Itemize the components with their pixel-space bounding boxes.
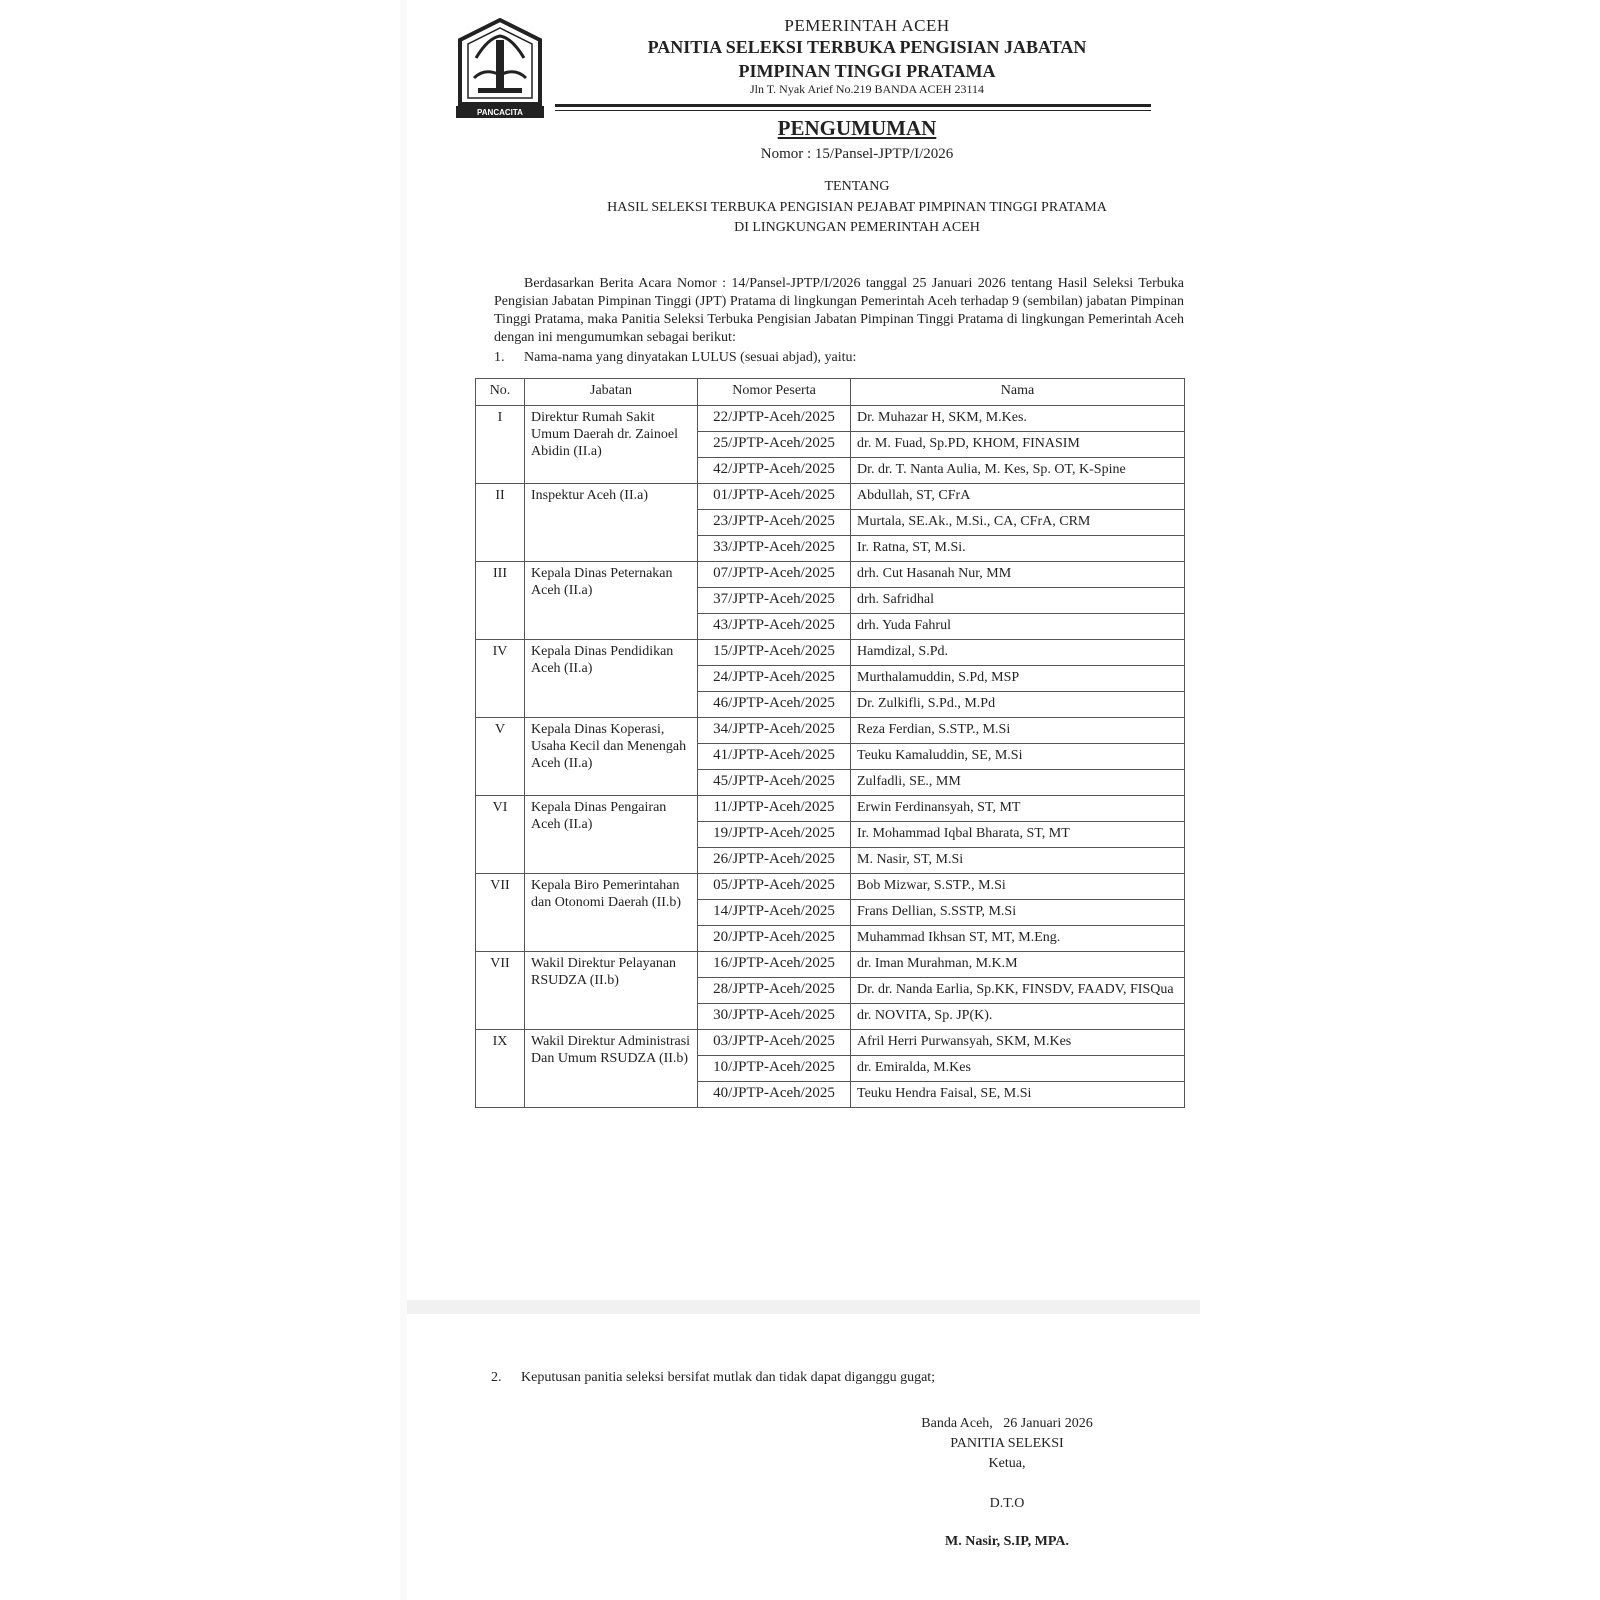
table-row: [476, 1030, 1185, 1056]
participant-number: 22/JPTP-Aceh/2025: [698, 406, 851, 432]
header-participant-number: Nomor Peserta: [698, 379, 851, 406]
signature-role: Ketua,: [988, 1456, 1026, 1471]
announcement-number: Nomor : 15/Pansel-JPTP/I/2026: [760, 146, 954, 162]
participant-name: Zulfadli, SE., MM: [851, 770, 1185, 796]
participant-name: Abdullah, ST, CFrA: [851, 484, 1185, 510]
list-item-1: [494, 350, 856, 366]
participant-number: 34/JPTP-Aceh/2025: [698, 718, 851, 744]
participant-name: Murtala, SE.Ak., M.Si., CA, CFrA, CRM: [851, 510, 1185, 536]
announcement-subject-line2: DI LINGKUNGAN PEMERINTAH ACEH: [734, 220, 980, 235]
participant-number: 10/JPTP-Aceh/2025: [698, 1056, 851, 1082]
participant-name: Ir. Mohammad Iqbal Bharata, ST, MT: [851, 822, 1185, 848]
participant-number: 01/JPTP-Aceh/2025: [698, 484, 851, 510]
participant-number: 43/JPTP-Aceh/2025: [698, 614, 851, 640]
participant-name: Hamdizal, S.Pd.: [851, 640, 1185, 666]
header-rule-thin: [555, 110, 1151, 111]
list-item-2-number: 2.: [491, 1370, 502, 1385]
participant-number: 07/JPTP-Aceh/2025: [698, 562, 851, 588]
logo-caption: PANCACITA: [477, 108, 523, 117]
participant-name: dr. NOVITA, Sp. JP(K).: [851, 1004, 1185, 1030]
signatory-name: M. Nasir, S.IP, MPA.: [945, 1534, 1069, 1549]
participant-name: Frans Dellian, S.SSTP, M.Si: [851, 900, 1185, 926]
announcement-subject-line1: HASIL SELEKSI TERBUKA PENGISIAN PEJABAT PIMPINAN TINGGI PRATAMA: [607, 200, 1107, 215]
group-number: IX: [476, 1030, 525, 1108]
participant-number: 14/JPTP-Aceh/2025: [698, 900, 851, 926]
viewer-left-edge: [400, 0, 407, 1600]
table-row: [476, 484, 1185, 510]
committee-address: Jln T. Nyak Arief No.219 BANDA ACEH 23114: [749, 82, 985, 96]
group-position: Kepala Dinas Koperasi, Usaha Kecil dan Menengah Aceh (II.a): [525, 718, 698, 796]
group-position: Inspektur Aceh (II.a): [525, 484, 698, 562]
participant-number: 40/JPTP-Aceh/2025: [698, 1082, 851, 1108]
participant-name: drh. Yuda Fahrul: [851, 614, 1185, 640]
group-position: Direktur Rumah Sakit Umum Daerah dr. Zainoel Abidin (II.a): [525, 406, 698, 484]
table-row: [476, 952, 1185, 978]
participant-name: dr. Emiralda, M.Kes: [851, 1056, 1185, 1082]
participant-name: dr. Iman Murahman, M.K.M: [851, 952, 1185, 978]
list-item-1-text: Nama-nama yang dinyatakan LULUS (sesuai abjad), yaitu:: [524, 350, 857, 365]
participant-name: Ir. Ratna, ST, M.Si.: [851, 536, 1185, 562]
participant-number: 26/JPTP-Aceh/2025: [698, 848, 851, 874]
announcement-about: TENTANG: [824, 179, 890, 194]
announcement-title: PENGUMUMAN: [777, 116, 937, 140]
list-item-1-number: 1.: [494, 350, 505, 365]
group-position: Kepala Biro Pemerintahan dan Otonomi Daerah (II.b): [525, 874, 698, 952]
results-table: [475, 378, 1185, 1108]
participant-name: Teuku Hendra Faisal, SE, M.Si: [851, 1082, 1185, 1108]
participant-number: 05/JPTP-Aceh/2025: [698, 874, 851, 900]
committee-name-line1: PANITIA SELEKSI TERBUKA PENGISIAN JABATAN: [647, 37, 1087, 57]
intro-paragraph: Berdasarkan Berita Acara Nomor : 14/Pansel-JPTP/I/2026 tanggal 25 Januari 2026 tentang Hasil Seleksi Terbuka Pengisian Jabatan Pimpinan Tinggi (JPT) Pratama di lingkungan Pemerintah Aceh terhadap 9 (sembilan) jabatan Pimpinan Tinggi Pratama, maka Panitia Seleksi Terbuka Pengisian Jabatan Pimpinan Tinggi Pratama di lingkungan Pemerintah Aceh dengan ini mengumumkan sebagai berikut:: [494, 276, 1184, 345]
participant-name: Afril Herri Purwansyah, SKM, M.Kes: [851, 1030, 1185, 1056]
group-number: III: [476, 562, 525, 640]
participant-number: 15/JPTP-Aceh/2025: [698, 640, 851, 666]
document-page-2: [407, 1314, 1200, 1600]
table-row: [476, 640, 1185, 666]
page-separator: [407, 1300, 1200, 1314]
participant-number: 16/JPTP-Aceh/2025: [698, 952, 851, 978]
participant-name: Dr. Muhazar H, SKM, M.Kes.: [851, 406, 1185, 432]
header-name: Nama: [851, 379, 1185, 406]
table-row: [476, 562, 1185, 588]
participant-name: Teuku Kamaluddin, SE, M.Si: [851, 744, 1185, 770]
participant-number: 19/JPTP-Aceh/2025: [698, 822, 851, 848]
participant-name: Dr. dr. Nanda Earlia, Sp.KK, FINSDV, FAADV, FISQua: [851, 978, 1185, 1004]
participant-name: drh. Cut Hasanah Nur, MM: [851, 562, 1185, 588]
participant-name: Murthalamuddin, S.Pd, MSP: [851, 666, 1185, 692]
participant-name: Dr. dr. T. Nanta Aulia, M. Kes, Sp. OT, K-Spine: [851, 458, 1185, 484]
participant-number: 41/JPTP-Aceh/2025: [698, 744, 851, 770]
participant-number: 37/JPTP-Aceh/2025: [698, 588, 851, 614]
table-row: [476, 718, 1185, 744]
list-item-2: [491, 1370, 935, 1386]
participant-number: 46/JPTP-Aceh/2025: [698, 692, 851, 718]
group-number: VII: [476, 874, 525, 952]
participant-name: Erwin Ferdinansyah, ST, MT: [851, 796, 1185, 822]
group-position: Kepala Dinas Pendidikan Aceh (II.a): [525, 640, 698, 718]
document-page-1: [407, 0, 1200, 1300]
participant-name: Muhammad Ikhsan ST, MT, M.Eng.: [851, 926, 1185, 952]
group-number: VI: [476, 796, 525, 874]
group-number: II: [476, 484, 525, 562]
participant-name: M. Nasir, ST, M.Si: [851, 848, 1185, 874]
list-item-2-text: Keputusan panitia seleksi bersifat mutlak dan tidak dapat diganggu gugat;: [521, 1370, 936, 1385]
table-row: [476, 874, 1185, 900]
signature-dto: D.T.O: [989, 1496, 1025, 1511]
table-header-row: [476, 379, 1185, 406]
participant-number: 23/JPTP-Aceh/2025: [698, 510, 851, 536]
group-position: Wakil Direktur Pelayanan RSUDZA (II.b): [525, 952, 698, 1030]
participant-number: 33/JPTP-Aceh/2025: [698, 536, 851, 562]
participant-number: 03/JPTP-Aceh/2025: [698, 1030, 851, 1056]
participant-name: Reza Ferdian, S.STP., M.Si: [851, 718, 1185, 744]
committee-name-line2: PIMPINAN TINGGI PRATAMA: [738, 61, 996, 81]
participant-name: Bob Mizwar, S.STP., M.Si: [851, 874, 1185, 900]
group-number: VII: [476, 952, 525, 1030]
participant-name: drh. Safridhal: [851, 588, 1185, 614]
participant-name: dr. M. Fuad, Sp.PD, KHOM, FINASIM: [851, 432, 1185, 458]
group-position: Kepala Dinas Peternakan Aceh (II.a): [525, 562, 698, 640]
participant-number: 20/JPTP-Aceh/2025: [698, 926, 851, 952]
header-position: Jabatan: [525, 379, 698, 406]
participant-number: 30/JPTP-Aceh/2025: [698, 1004, 851, 1030]
group-position: Kepala Dinas Pengairan Aceh (II.a): [525, 796, 698, 874]
participant-number: 11/JPTP-Aceh/2025: [698, 796, 851, 822]
signature-committee: PANITIA SELEKSI: [950, 1436, 1064, 1451]
header-no: No.: [476, 379, 525, 406]
group-position: Wakil Direktur Administrasi Dan Umum RSUDZA (II.b): [525, 1030, 698, 1108]
participant-name: Dr. Zulkifli, S.Pd., M.Pd: [851, 692, 1185, 718]
participant-number: 28/JPTP-Aceh/2025: [698, 978, 851, 1004]
table-row: [476, 406, 1185, 432]
group-number: IV: [476, 640, 525, 718]
participant-number: 45/JPTP-Aceh/2025: [698, 770, 851, 796]
participant-number: 25/JPTP-Aceh/2025: [698, 432, 851, 458]
aceh-emblem-logo: [454, 18, 546, 120]
signature-place-date: Banda Aceh, 26 Januari 2026: [921, 1416, 1093, 1431]
header-rule-thick: [555, 104, 1151, 107]
table-row: [476, 796, 1185, 822]
participant-number: 42/JPTP-Aceh/2025: [698, 458, 851, 484]
government-name: PEMERINTAH ACEH: [784, 16, 950, 35]
group-number: I: [476, 406, 525, 484]
group-number: V: [476, 718, 525, 796]
participant-number: 24/JPTP-Aceh/2025: [698, 666, 851, 692]
